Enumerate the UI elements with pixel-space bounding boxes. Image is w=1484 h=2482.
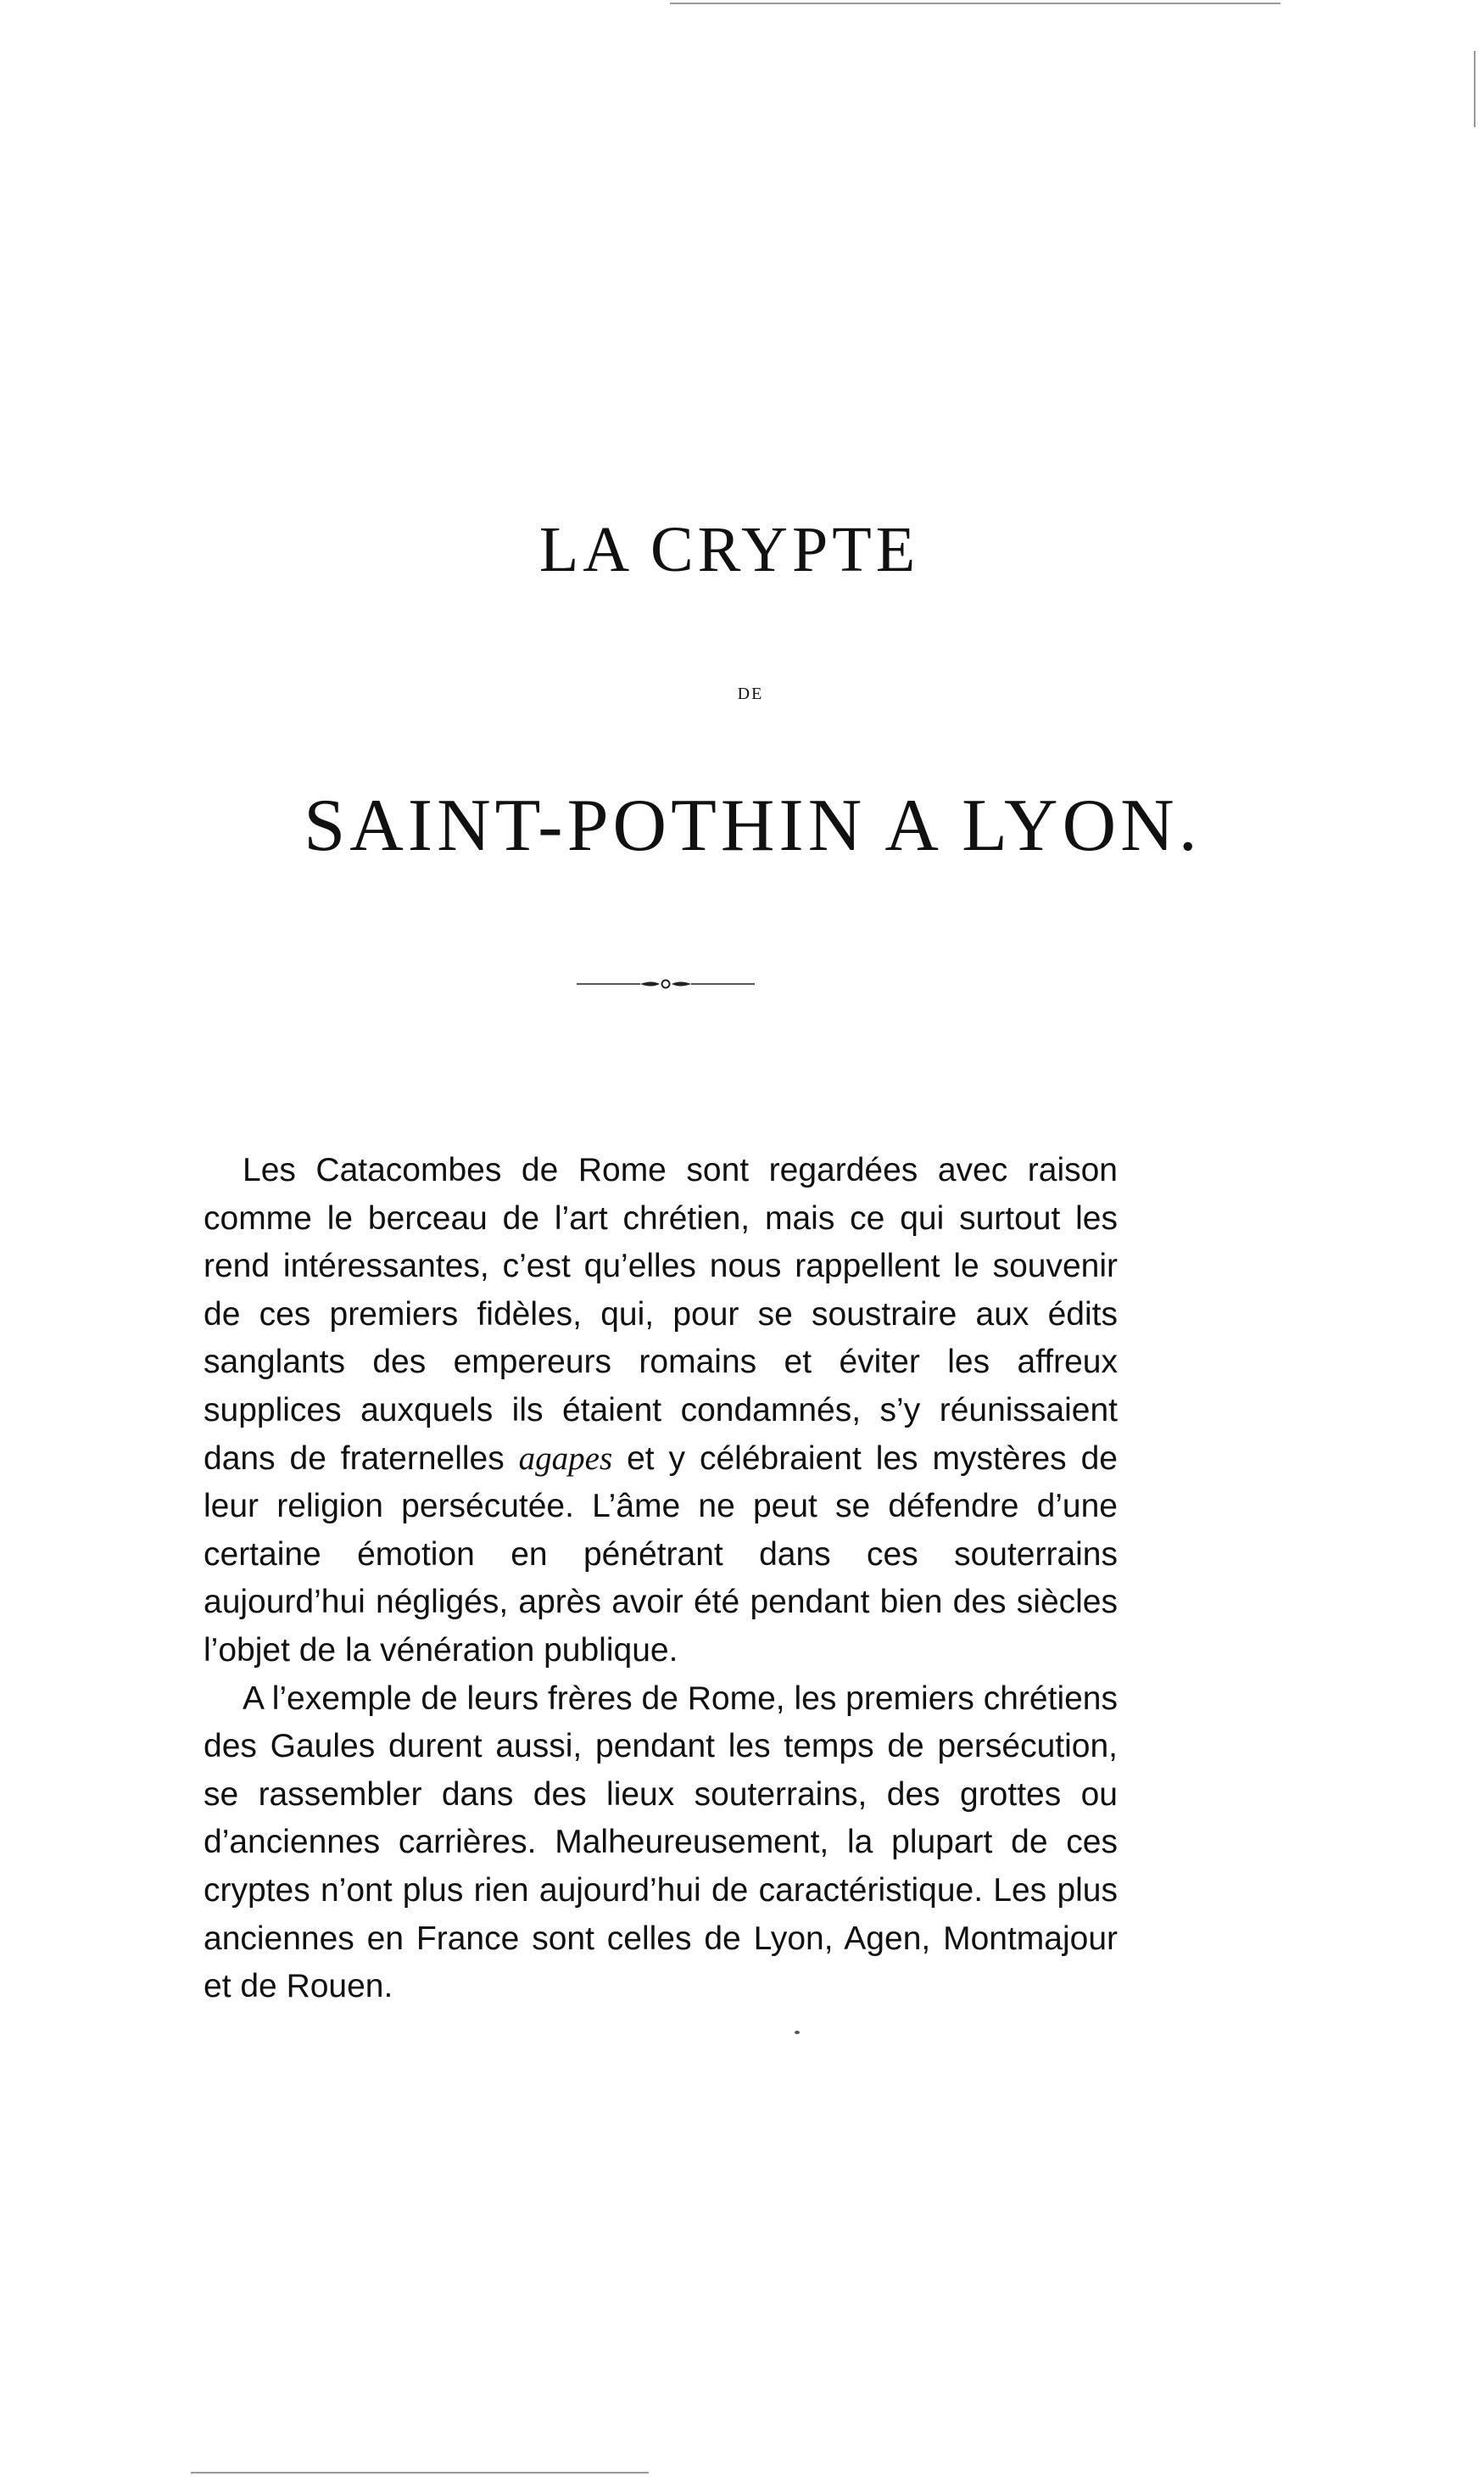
scan-mark-bottom	[191, 2472, 649, 2474]
body-text	[204, 1147, 1118, 2011]
title-connector: DE	[737, 685, 764, 703]
scan-mark-top	[670, 3, 1280, 4]
paragraph-2: A l’exemple de leurs frères de Rome, les premiers chrétiens des Gaules durent aussi, pendant les temps de persécution, se rassembler dans des lieux souterrains, des grottes ou d’anciennes carrières. Malheureusement, la plupart de ces cryptes n’ont plus rien aujourd’hui de caractéristique. Les plus anciennes en France sont celles de Lyon, Agen, Montmajour et de Rouen.	[204, 1680, 1118, 2005]
paragraph-1-text-start: Les Catacombes de Rome sont regardées avec raison comme le berceau de l’art chrétien, mais ce qui surtout les rend intéressantes, c’est qu’elles nous rappellent le souvenir de ces premiers fidèles, qui, pour se soustraire aux édits sanglants des empereurs romains et éviter les affreux supplices auxquels ils étaient condamnés, s’y réunissaient dans de fraternelles	[204, 1152, 1118, 1477]
scan-mark-edge	[1474, 51, 1476, 127]
paragraph-1-text-end: et y célébraient les mystères de leur religion persécutée. L’âme ne peut se défendre d’une certaine émotion en pénétrant dans ces souterrains aujourd’hui négligés, après avoir été pendant bien des siècles l’objet de la vénération publique.	[204, 1439, 1118, 1669]
title-line-2: SAINT-POTHIN A LYON.	[304, 785, 1202, 867]
title-line-1: LA CRYPTE	[538, 514, 920, 585]
paragraph-1-italic-term: agapes	[518, 1439, 613, 1477]
ornament-divider-icon	[577, 974, 755, 994]
paragraph-1	[204, 1147, 1118, 1675]
scan-speck	[795, 2031, 800, 2034]
